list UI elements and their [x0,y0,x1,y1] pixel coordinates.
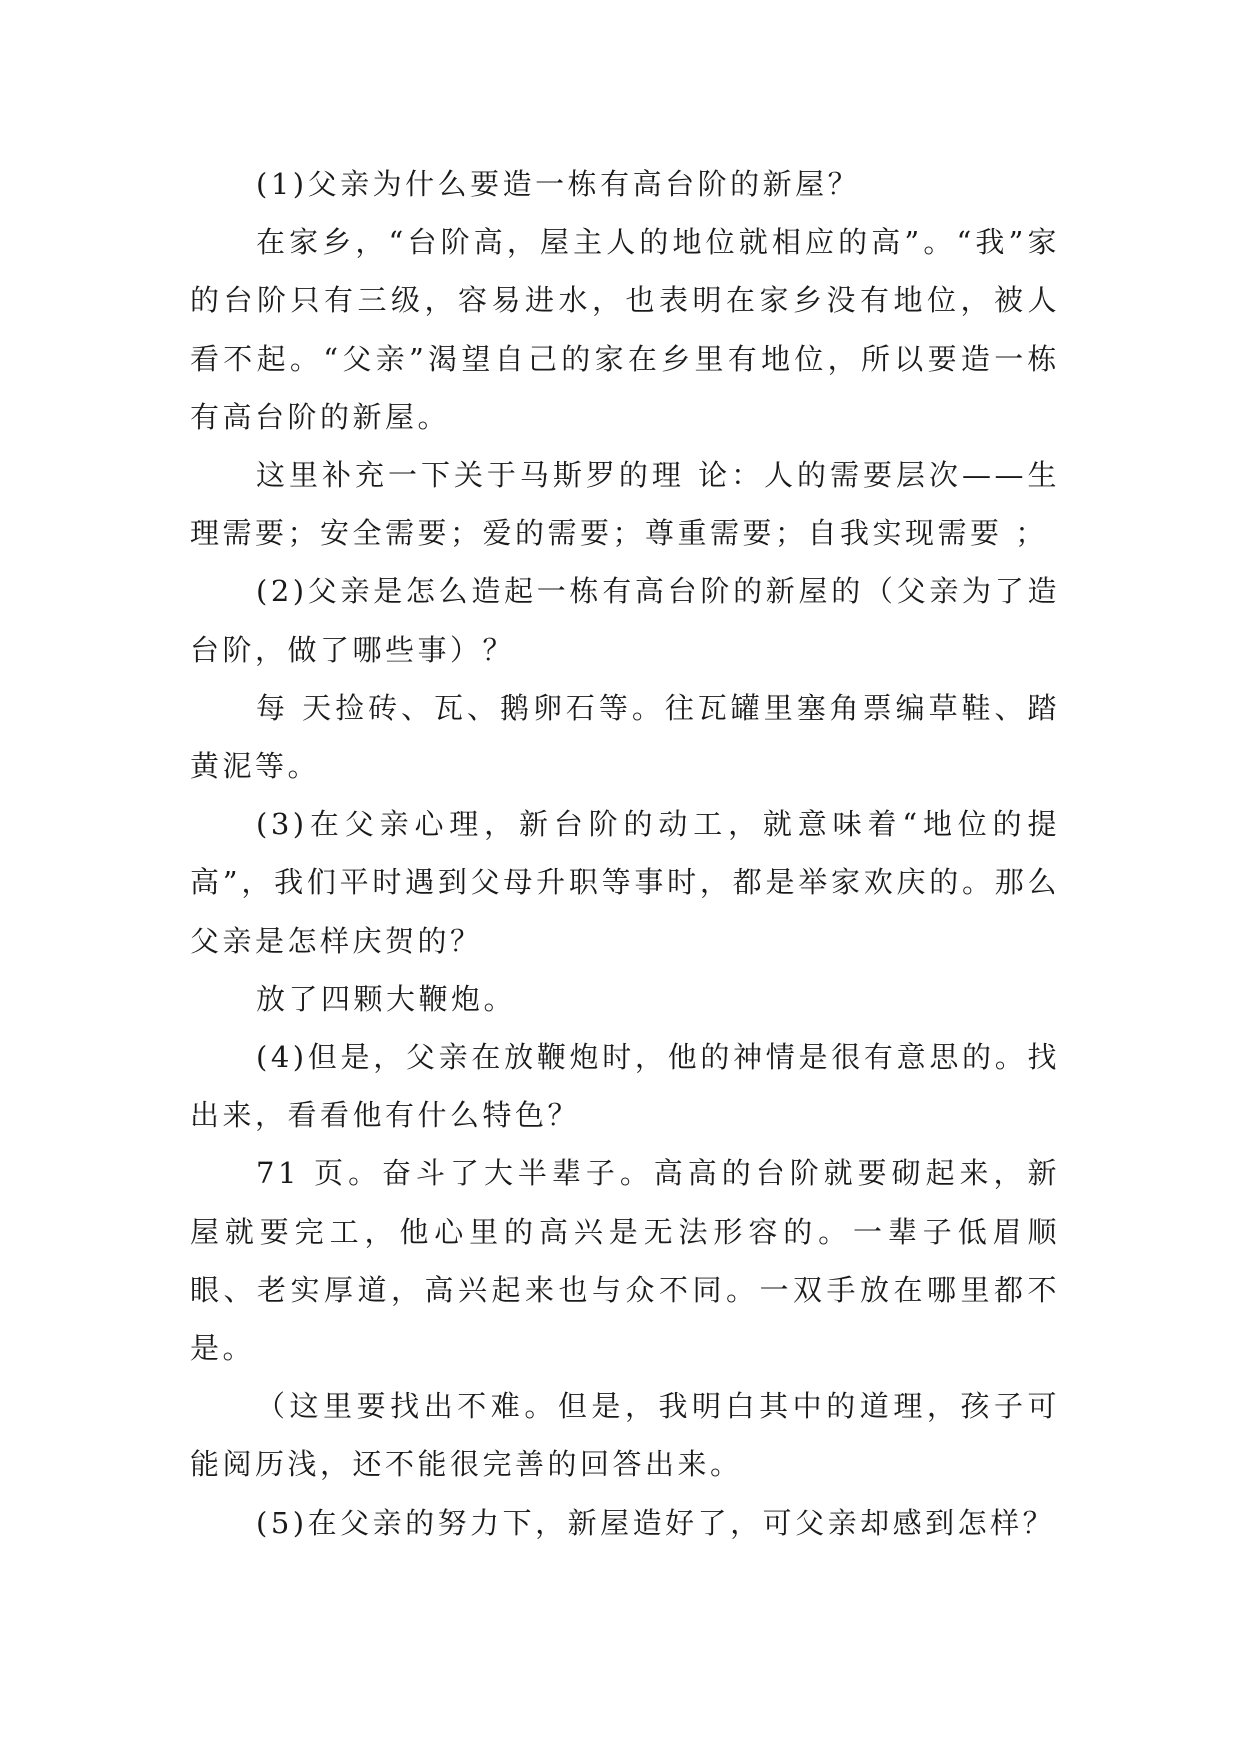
question-4: (4)但是，父亲在放鞭炮时，他的神情是很有意思的。找出来，看看他有什么特色？ [190,1040,1060,1133]
answer-2: 每 天捡砖、瓦、鹅卵石等。往瓦罐里塞角票编草鞋、踏黄泥等。 [190,690,1060,784]
answer-1: 在家乡，“台阶高，屋主人的地位就相应的高”。“我”家的台阶只有三级，容易进水，也表明在家乡没有地位，被人看不起。“父亲”渴望自己的家在乡里有地位，所以要造一栋有高台阶的新屋。 [190,225,1060,434]
question-3: (3)在父亲心理，新台阶的动工，就意味着“地位的提高”，我们平时遇到父母升职等事时，都是举家欢庆的。那么父亲是怎样庆贺的？ [190,807,1060,958]
question-1: (1)父亲为什么要造一栋有高台阶的新屋？ [256,167,861,201]
answer-3: 放了四颗大鞭炮。 [256,981,517,1016]
question-5: (5)在父亲的努力下，新屋造好了，可父亲却感到怎样？ [256,1505,1056,1540]
note-answer-4: （这里要找出不难。但是，我明白其中的道理，孩子可能阅历浅，还不能很完善的回答出来。 [190,1389,1060,1482]
document-page [190,155,1060,1552]
question-2: (2)父亲是怎么造起一栋有高台阶的新屋的（父亲为了造台阶，做了哪些事）？ [190,574,1060,667]
answer-4: 71 页。奋斗了大半辈子。高高的台阶就要砌起来，新屋就要完工，他心里的高兴是无法形容的。一辈子低眉顺眼、老实厚道，高兴起来也与众不同。一双手放在哪里都不是。 [190,1156,1060,1366]
note-maslow: 这里补充一下关于马斯罗的理 论：人的需要层次——生理需要；安全需要；爱的需要；尊重需要；自我实现需要 ； [190,458,1060,551]
